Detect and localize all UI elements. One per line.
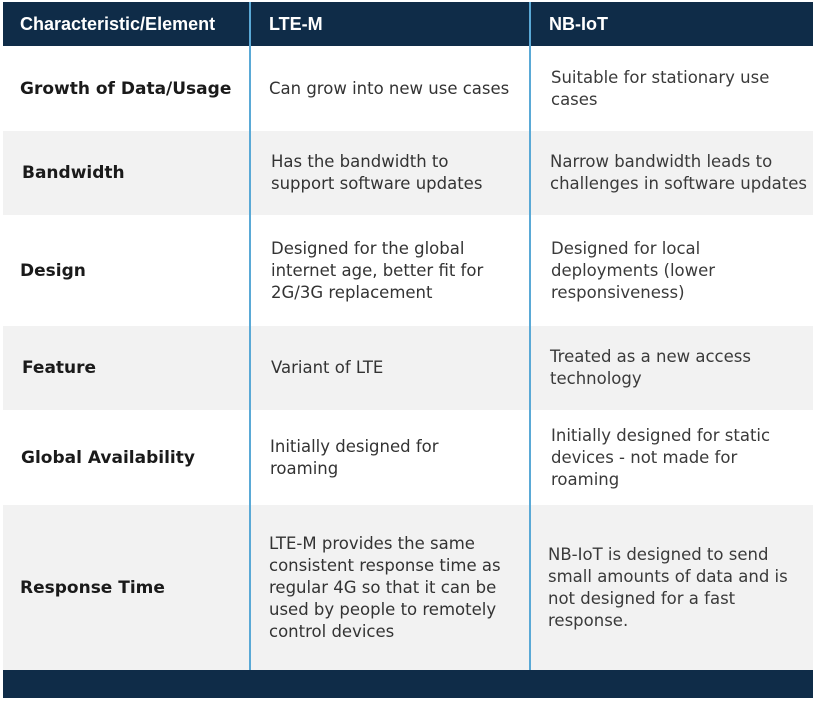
nb-iot-cell: Narrow bandwidth leads to challenges in software updates: [550, 152, 808, 193]
nb-iot-cell: Suitable for stationary use cases: [551, 67, 770, 109]
row-label: Bandwidth: [22, 163, 125, 183]
column-divider: [529, 2, 531, 670]
row-label: Feature: [22, 358, 97, 378]
header-characteristic: Characteristic/Element: [20, 14, 216, 34]
nb-iot-cell: Initially designed for static devices - not made for roaming: [551, 425, 771, 489]
lte-m-cell: Designed for the global internet age, better fit for 2G/3G replacement: [271, 238, 484, 302]
lte-m-cell: Has the bandwidth to support software updates: [271, 152, 483, 193]
header-nb-iot: NB-IoT: [549, 14, 608, 34]
header-lte-m: LTE-M: [269, 14, 323, 34]
table-header: [3, 2, 813, 46]
row-label: Response Time: [20, 577, 165, 598]
nb-iot-cell: Treated as a new access technology: [550, 347, 751, 388]
row-label: Global Availability: [21, 447, 195, 468]
row-label: Growth of Data/Usage: [20, 78, 232, 99]
table-footer-bar: [3, 670, 813, 698]
row-label: Design: [20, 260, 86, 281]
column-divider: [249, 2, 251, 670]
lte-m-cell: Initially designed for roaming: [270, 436, 439, 478]
nb-iot-cell: NB-IoT is designed to send small amounts of data and is not designed for a fast response.: [548, 544, 788, 630]
lte-m-cell: LTE-M provides the same consistent response time as regular 4G so that it can be used by people to remotely control devices: [269, 533, 501, 641]
lte-m-cell: Variant of LTE: [271, 358, 384, 377]
nb-iot-cell: Designed for local deployments (lower responsiveness): [551, 238, 716, 302]
lte-m-cell: Can grow into new use cases: [269, 78, 510, 98]
